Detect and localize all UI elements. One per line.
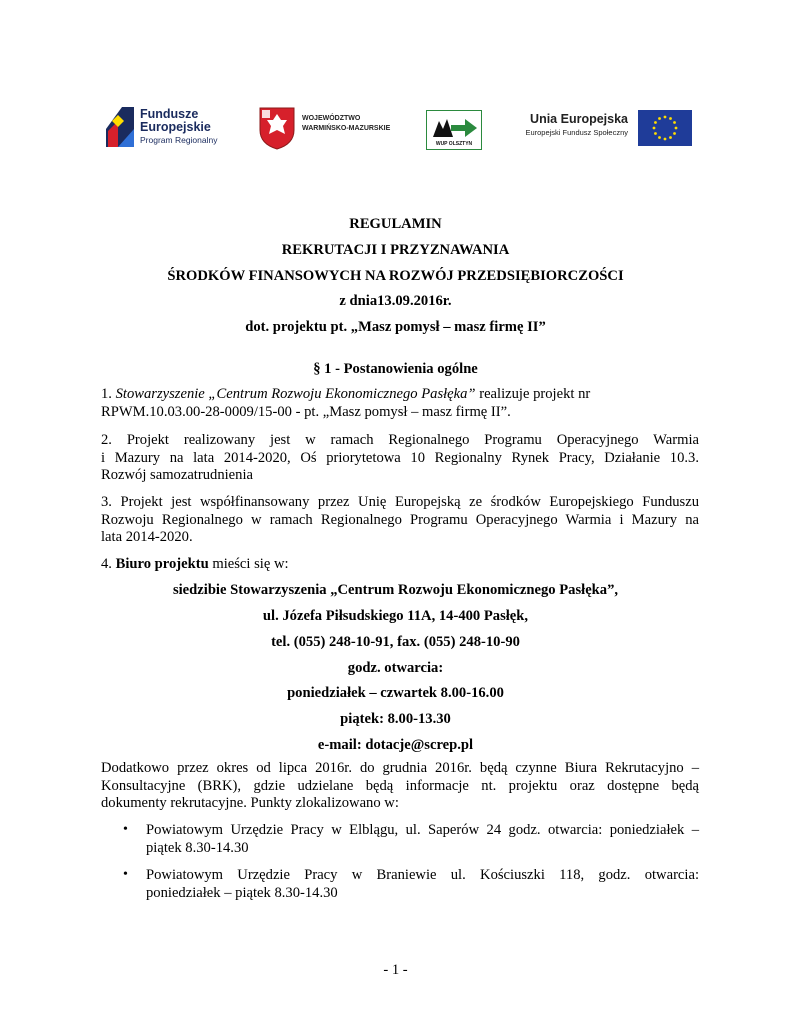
office-phone: tel. (055) 248-10-91, fax. (055) 248-10-90 [271, 634, 520, 650]
eu-star [654, 121, 657, 124]
office-address: ul. Józefa Piłsudskiego 11A, 14-400 Pasłęk, [262, 608, 529, 624]
p1-organization: Stowarzyszenie „Centrum Rozwoju Ekonomicznego Pasłęka” [115, 386, 476, 402]
unia-europejska-logo [512, 108, 692, 148]
woj-line2: WARMIŃSKO-MAZURSKIE [302, 125, 391, 132]
p1-number: 1. [101, 386, 116, 402]
extra-line1: Dodatkowo przez okres od lipca 2016r. do grudnia 2016r. będą czynne Biura Rekrutacyjno – [101, 760, 699, 776]
eu-star [669, 117, 672, 120]
office-hours-friday: piątek: 8.00-13.30 [340, 711, 451, 727]
p2-line1: 2. Projekt realizowany jest w ramach Regionalnego Programu Operacyjnego Warmia [101, 432, 699, 448]
eu-star [664, 116, 667, 119]
woj-line1: WOJEWÓDZTWO [302, 115, 361, 122]
bullet1-line1: Powiatowym Urzędzie Pracy w Elblągu, ul. Saperów 24 godz. otwarcia: poniedziałek – [146, 822, 699, 838]
fe-line3: Program Regionalny [140, 135, 218, 145]
title-date: z dnia13.09.2016r. [339, 293, 452, 309]
title-line1: REGULAMIN [349, 216, 442, 232]
paragraph-extra [101, 760, 699, 813]
extra-line2: Konsultacyjne (BRK), gdzie udzielane będą informacje nt. projektu oraz dostępne będą [101, 777, 699, 794]
p1-line2: RPWM.10.03.00-28-0009/15-00 - pt. „Masz pomysł – masz firmę II”. [101, 403, 511, 420]
ue-line1: Unia Europejska [530, 112, 628, 126]
p3-line1: 3. Projekt jest współfinansowany przez Unię Europejską ze środków Europejskiego Funduszu [101, 494, 699, 510]
bullet-marker: • [123, 822, 128, 837]
page-number: - 1 - [383, 962, 408, 978]
p2-line3: Rozwój samozatrudnienia [101, 467, 253, 483]
office-hours-label: godz. otwarcia: [347, 660, 444, 676]
bullet-item-1 [146, 822, 699, 857]
p4-number: 4. [101, 556, 116, 572]
eu-star [664, 138, 667, 141]
bullet2-line1: Powiatowym Urzędzie Pracy w Braniewie ul. Kościuszki 118, godz. otwarcia: [146, 867, 699, 883]
paragraph-1 [101, 386, 699, 421]
fe-flag-icon [104, 103, 138, 151]
p1-rest: realizuje projekt nr [475, 386, 591, 402]
eu-star [653, 127, 656, 130]
paragraph-4 [101, 556, 699, 574]
bullet-marker: • [123, 867, 128, 882]
eu-star [654, 132, 657, 135]
p4-rest: mieści się w: [208, 556, 289, 572]
eu-star [673, 121, 676, 124]
eu-flag-icon [638, 110, 692, 146]
fe-line2: Europejskie [140, 120, 211, 134]
paragraph-2 [101, 432, 699, 485]
section-heading: § 1 - Postanowienia ogólne [313, 361, 478, 377]
bullet-item-2 [146, 867, 699, 902]
eu-star [669, 136, 672, 139]
paragraph-3 [101, 494, 699, 547]
eu-star [675, 127, 678, 130]
title-line2: REKRUTACJI I PRZYZNAWANIA [281, 242, 510, 258]
title-project: dot. projektu pt. „Masz pomysł – masz firmę II” [245, 319, 546, 335]
fe-line1: Fundusze [140, 107, 199, 121]
eu-star [658, 117, 661, 120]
bullet2-line2: poniedziałek – piątek 8.30-14.30 [146, 884, 338, 901]
fundusze-europejskie-logo [104, 103, 254, 151]
office-line1: siedzibie Stowarzyszenia „Centrum Rozwoju Ekonomicznego Pasłęka”, [172, 582, 619, 598]
wup-arrow-icon [427, 113, 481, 143]
bullet1-line2: piątek 8.30-14.30 [146, 839, 249, 856]
ue-line2: Europejski Fundusz Społeczny [525, 128, 628, 137]
p2-line2: i Mazury na lata 2014-2020, Oś priorytetowa 10 Regionalny Rynek Pracy, Działanie 10.3. [101, 449, 699, 466]
p4-bold: Biuro projektu [115, 556, 209, 572]
header-logos [0, 100, 791, 158]
office-email: e-mail: dotacje@screp.pl [317, 737, 474, 753]
coat-of-arms-icon [258, 106, 296, 150]
wup-olsztyn-logo [426, 110, 482, 150]
office-hours-weekday: poniedziałek – czwartek 8.00-16.00 [287, 685, 504, 701]
wojewodztwo-logo [258, 106, 418, 152]
p3-line2: Rozwoju Regionalnego w ramach Regionalnego Programu Operacyjnego Warmia i Mazury na [101, 511, 699, 528]
eu-star [673, 132, 676, 135]
wup-label: WUP OLSZTYN [435, 141, 473, 147]
extra-line3: dokumenty rekrutacyjne. Punkty zlokalizowano w: [101, 795, 399, 811]
p3-line3: lata 2014-2020. [101, 529, 193, 545]
title-line3: ŚRODKÓW FINANSOWYCH NA ROZWÓJ PRZEDSIĘBIORCZOŚCI [167, 268, 624, 284]
eu-star [658, 136, 661, 139]
